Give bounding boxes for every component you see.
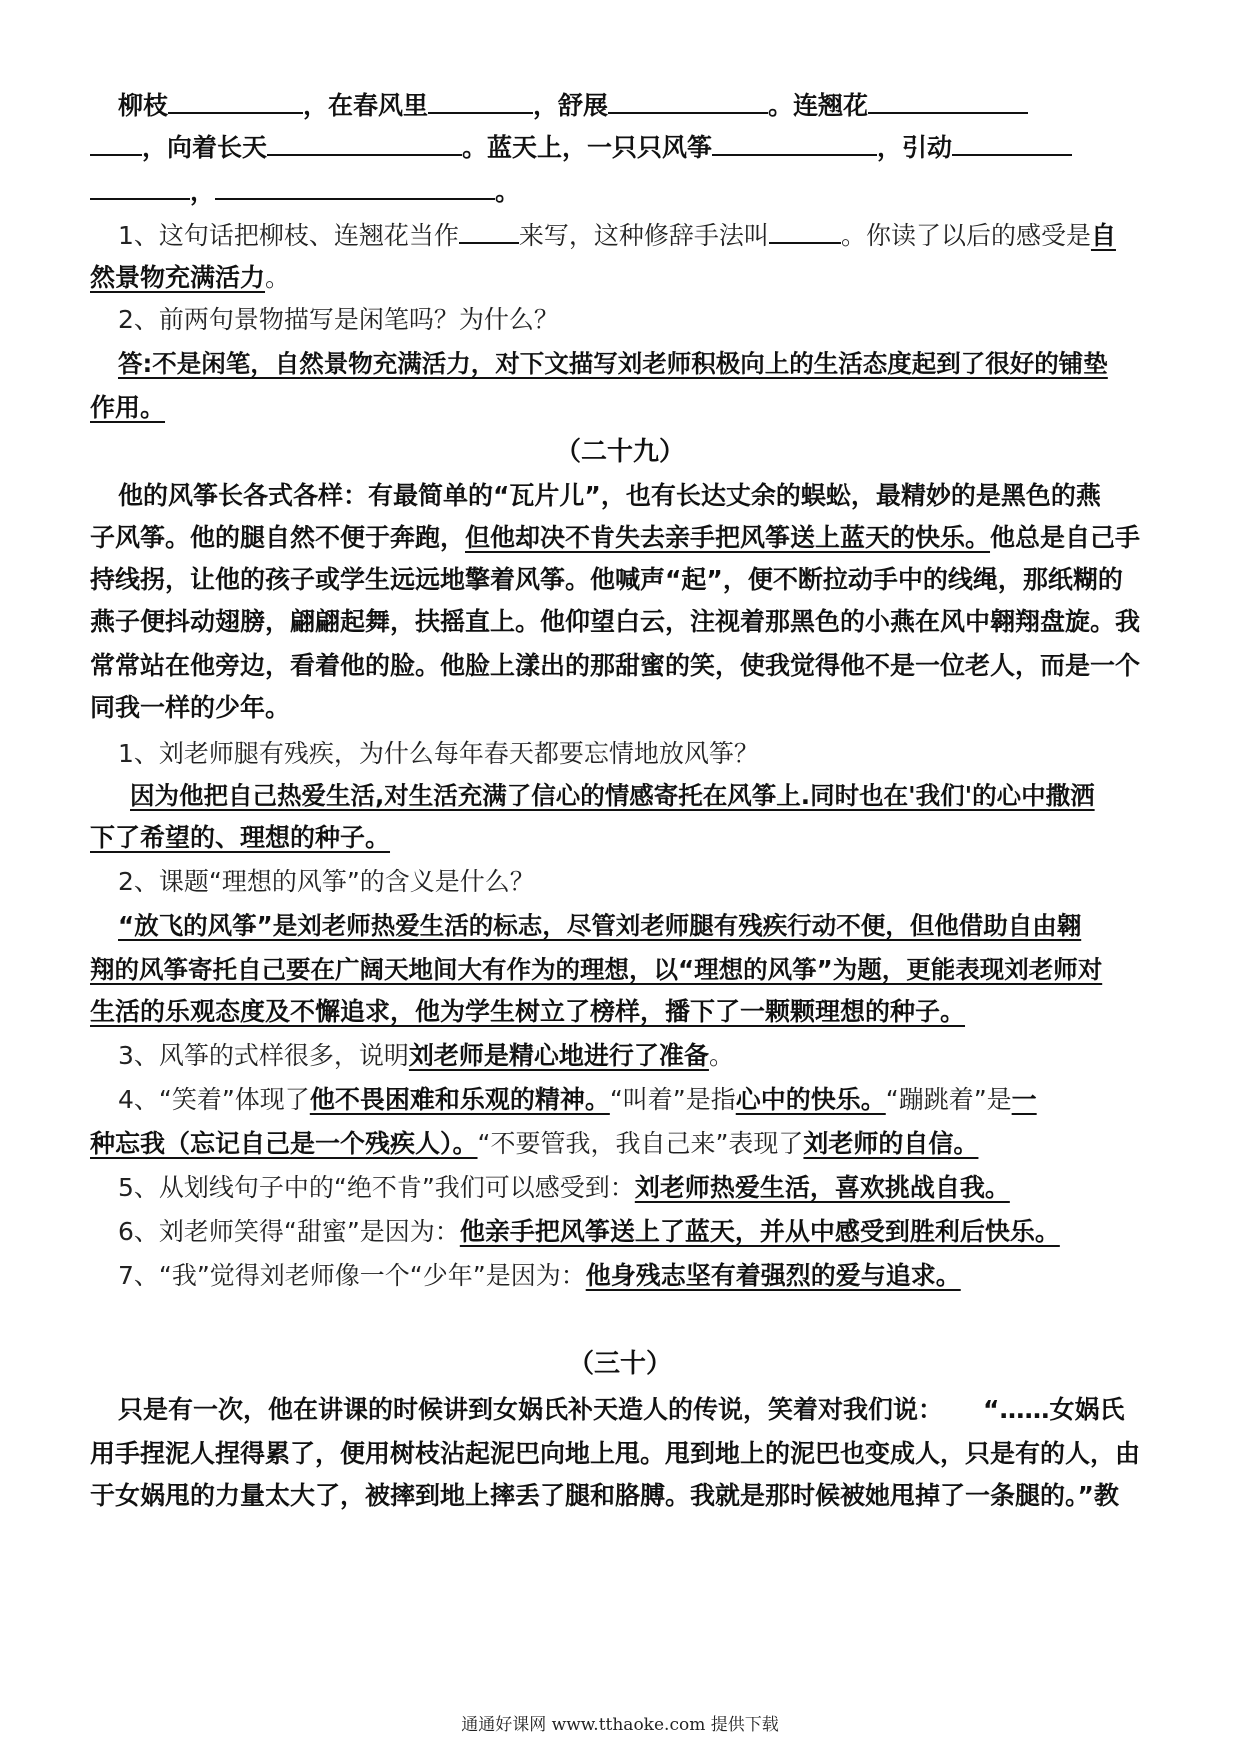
answer-28-2-cont: 作用。: [90, 393, 166, 422]
question-29-3: [118, 1036, 1188, 1076]
text-segment: ，向着长天: [142, 133, 268, 162]
question-text: 。: [708, 1041, 734, 1070]
passage-29-line-6: 同我一样的少年。: [90, 693, 291, 722]
fill-line-2: [90, 128, 1160, 168]
fill-line-1: [118, 86, 1188, 126]
text-segment: 。蓝天上，一只只风筝: [462, 133, 713, 162]
question-text: 5、从划线句子中的“绝不肯”我们可以感受到：: [118, 1173, 635, 1202]
question-28-2: 2、前两句景物描写是闲笔吗？为什么？: [118, 305, 559, 334]
answer-28-2: 答:不是闲笔，自然景物充满活力，对下文描写刘老师积极向上的生活态度起到了很好的铺垫: [118, 349, 1108, 378]
answer-28-1-cont: [90, 258, 1160, 298]
question-29-4-cont: [90, 1124, 1160, 1164]
answer-text: 刘老师的自信。: [803, 1129, 979, 1158]
blank: [712, 128, 877, 156]
question-29-4: [118, 1080, 1188, 1120]
passage-30-line-1: [118, 1390, 1188, 1430]
text-segment: ，在春风里: [303, 91, 429, 120]
answer-29-2: “放飞的风筝”是刘老师热爱生活的标志，尽管刘老师腿有残疾行动不便，但他借助自由翱: [118, 911, 1082, 940]
blank: [267, 128, 462, 156]
section-heading-30: （三十）: [567, 1349, 672, 1379]
passage-29-line-5: 常常站在他旁边，看着他的脸。他脸上漾出的那甜蜜的笑，使我觉得他不是一位老人，而是一个: [90, 651, 1141, 680]
question-28-1: [118, 216, 1188, 256]
blank: [608, 86, 768, 114]
answer-text: 种忘我（忘记自己是一个残疾人）。: [90, 1129, 478, 1158]
underlined-sentence: 但他却决不肯失去亲手把风筝送上蓝天的快乐。: [465, 523, 991, 552]
text-segment: 只是有一次，他在讲课的时候讲到女娲氏补天造人的传说，笑着对我们说：: [118, 1395, 944, 1424]
answer-text: 自: [1090, 221, 1116, 250]
answer-29-1-cont: 下了希望的、理想的种子。: [90, 823, 391, 852]
blank: [215, 172, 495, 200]
answer-text: 他身残志坚有着强烈的爱与追求。: [585, 1261, 961, 1290]
question-29-1: 1、刘老师腿有残疾，为什么每年春天都要忘情地放风筝？: [118, 739, 759, 768]
passage-29-line-3: 持线拐，让他的孩子或学生远远地擎着风筝。他喊声“起”，便不断拉动手中的线绳，那纸糊的: [90, 565, 1123, 594]
answer-text: 一: [1011, 1085, 1037, 1114]
passage-30-line-3: 于女娲甩的力量太大了，被摔到地上摔丢了腿和胳膊。我就是那时候被她甩掉了一条腿的。”教: [90, 1481, 1119, 1510]
question-29-6: [118, 1212, 1188, 1252]
answer-29-2-cont-1: 翔的风筝寄托自己要在广阔天地间大有作为的理想，以“理想的风筝”为题，更能表现刘老师对: [90, 955, 1103, 984]
answer-text: 心中的快乐。: [735, 1085, 886, 1114]
text-segment: ，: [190, 177, 216, 206]
question-text: 3、风筝的式样很多，说明: [118, 1041, 409, 1070]
passage-29-line-4: 燕子便抖动翅膀，翩翩起舞，扶摇直上。他仰望白云，注视着那黑色的小燕在风中翱翔盘旋。我: [90, 607, 1141, 636]
answer-29-1: 因为他把自己热爱生活,对生活充满了信心的情感寄托在风筝上.同时也在'我们'的心中撒洒: [130, 781, 1095, 810]
blank: [90, 128, 142, 156]
text-segment: 。: [495, 177, 521, 206]
answer-29-2-cont-2: 生活的乐观态度及不懈追求，他为学生树立了榜样，播下了一颗颗理想的种子。: [90, 997, 966, 1026]
text-segment: “……女娲氏: [983, 1395, 1125, 1424]
page-footer: 通通好课网 www.tthaoke.com 提供下载: [461, 1715, 779, 1735]
passage-29-line-2: [90, 518, 1160, 558]
question-text: 来写，这种修辞手法叫: [518, 221, 769, 250]
answer-text: 他不畏困难和乐观的精神。: [309, 1085, 610, 1114]
blank: [769, 216, 841, 244]
question-29-7: [118, 1256, 1188, 1296]
blank: [90, 172, 190, 200]
question-29-5: [118, 1168, 1188, 1208]
question-text: “蹦跳着”是: [885, 1085, 1012, 1114]
answer-text: 刘老师是精心地进行了准备: [408, 1041, 709, 1070]
question-text: 。你读了以后的感受是: [840, 221, 1091, 250]
answer-text: 然景物充满活力: [90, 263, 266, 292]
question-text: 6、刘老师笑得“甜蜜”是因为：: [118, 1217, 460, 1246]
answer-text: 他亲手把风筝送上了蓝天，并从中感受到胜利后快乐。: [459, 1217, 1060, 1246]
question-text: “叫着”是指: [609, 1085, 736, 1114]
question-text: 1、这句话把柳枝、连翘花当作: [118, 221, 459, 250]
fill-line-3: [90, 172, 1160, 212]
question-29-2: 2、课题“理想的风筝”的含义是什么？: [118, 867, 535, 896]
text-segment: 子风筝。他的腿自然不便于奔跑，: [90, 523, 466, 552]
text-segment: ，舒展: [533, 91, 609, 120]
passage-30-line-2: 用手捏泥人捏得累了，便用树枝沾起泥巴向地上甩。甩到地上的泥巴也变成人，只是有的人，由: [90, 1439, 1141, 1468]
question-text: 7、“我”觉得刘老师像一个“少年”是因为：: [118, 1261, 586, 1290]
text-segment: 他总是自己手: [990, 523, 1141, 552]
answer-text: 刘老师热爱生活，喜欢挑战自我。: [634, 1173, 1010, 1202]
blank: [952, 128, 1072, 156]
blank: [459, 216, 519, 244]
text-segment: 。连翘花: [768, 91, 869, 120]
section-heading-29: （二十九）: [554, 437, 685, 467]
question-text: 。: [265, 263, 291, 292]
text-segment: ，引动: [877, 133, 953, 162]
text-segment: 柳枝: [118, 91, 169, 120]
blank: [428, 86, 533, 114]
passage-29-line-1: 他的风筝长各式各样：有最简单的“瓦片儿”，也有长达丈余的蜈蚣，最精妙的是黑色的燕: [118, 481, 1101, 510]
question-text: “不要管我，我自己来”表现了: [477, 1129, 804, 1158]
question-text: 4、“笑着”体现了: [118, 1085, 310, 1114]
blank: [868, 86, 1028, 114]
blank: [168, 86, 303, 114]
